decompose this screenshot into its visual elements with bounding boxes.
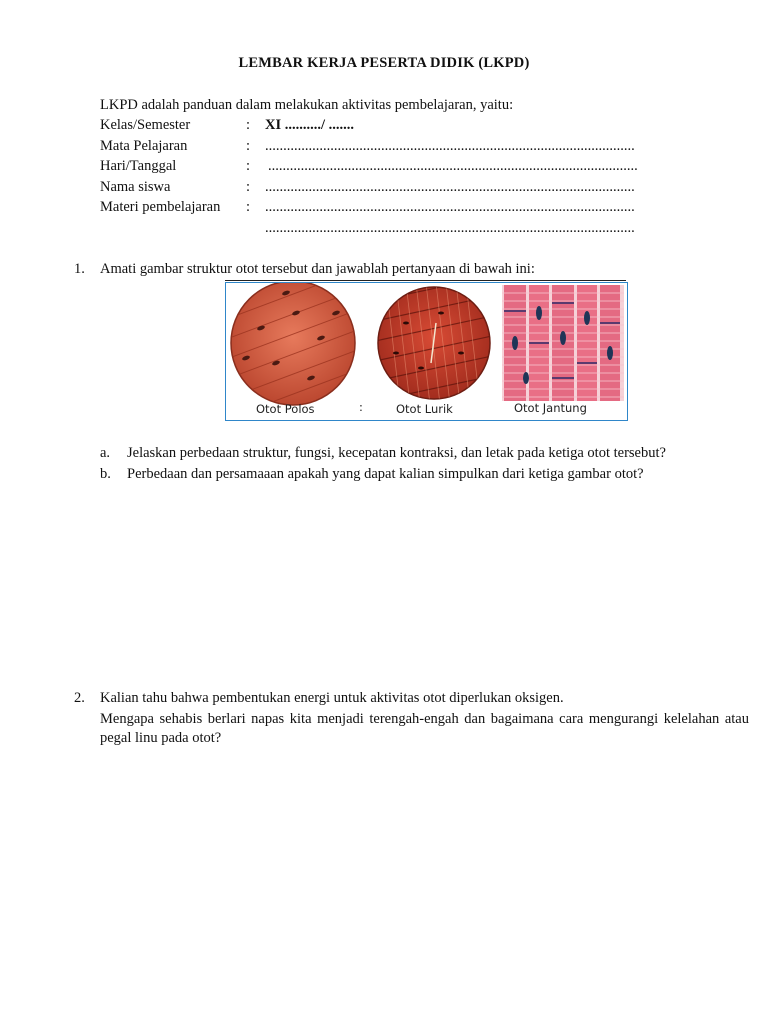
intro-text: LKPD adalah panduan dalam melakukan aktivitas pembelajaran, yaitu: <box>100 97 514 113</box>
field-label-nama: Nama siswa <box>100 179 171 195</box>
subquestion-b-text: Perbedaan dan persamaaan apakah yang dapat kalian simpulkan dari ketiga gambar otot? <box>127 466 644 482</box>
muscle-illustration <box>226 283 627 420</box>
field-value-materi-line2[interactable]: ...................................................................................................... <box>265 220 635 236</box>
field-colon: : <box>246 199 251 215</box>
caption-separator: : <box>359 400 363 414</box>
subquestion-a-text: Jelaskan perbedaan struktur, fungsi, kecepatan kontraksi, dan letak pada ketiga otot tersebut? <box>127 445 666 461</box>
field-value-nama[interactable]: ...................................................................................................... <box>265 179 635 195</box>
field-label-kelas: Kelas/Semester <box>100 117 191 133</box>
caption-skeletal-muscle: Otot Lurik <box>396 402 453 416</box>
question-1-number: 1. <box>74 261 85 277</box>
field-label-mapel: Mata Pelajaran <box>100 138 188 154</box>
field-colon: : <box>246 158 251 174</box>
field-value-tanggal[interactable]: ...................................................................................................... <box>268 158 638 174</box>
question-2-line2: Mengapa sehabis berlari napas kita menjadi terengah-engah dan bagaimana cara mengurangi kelelahan atau pegal linu pada otot? <box>100 711 749 746</box>
field-value-materi[interactable]: ...................................................................................................... <box>265 199 635 215</box>
smooth-muscle-image <box>226 283 376 420</box>
question-2-number: 2. <box>74 690 85 706</box>
question-1-text: Amati gambar struktur otot tersebut dan jawablah pertanyaan di bawah ini: <box>100 261 535 277</box>
field-colon: : <box>246 138 251 154</box>
subquestion-a-letter: a. <box>100 445 111 461</box>
field-colon: : <box>246 179 251 195</box>
field-value-kelas[interactable] <box>265 117 354 134</box>
divider <box>225 280 626 281</box>
subquestion-b-letter: b. <box>100 466 111 482</box>
skeletal-muscle-image <box>366 283 506 420</box>
question-2-line1: Kalian tahu bahwa pembentukan energi untuk aktivitas otot diperlukan oksigen. <box>100 690 564 706</box>
page-title: LEMBAR KERJA PESERTA DIDIK (LKPD) <box>238 55 530 71</box>
kelas-value: XI ........../ ....... <box>265 117 355 133</box>
caption-cardiac-muscle: Otot Jantung <box>514 401 587 415</box>
caption-smooth-muscle: Otot Polos <box>256 402 315 416</box>
field-label-tanggal: Hari/Tanggal <box>100 158 177 174</box>
muscle-figure <box>225 282 628 421</box>
cardiac-muscle-image <box>502 285 624 401</box>
field-value-mapel[interactable]: ...................................................................................................... <box>265 138 635 154</box>
field-label-materi: Materi pembelajaran <box>100 199 221 215</box>
field-colon: : <box>246 117 251 133</box>
